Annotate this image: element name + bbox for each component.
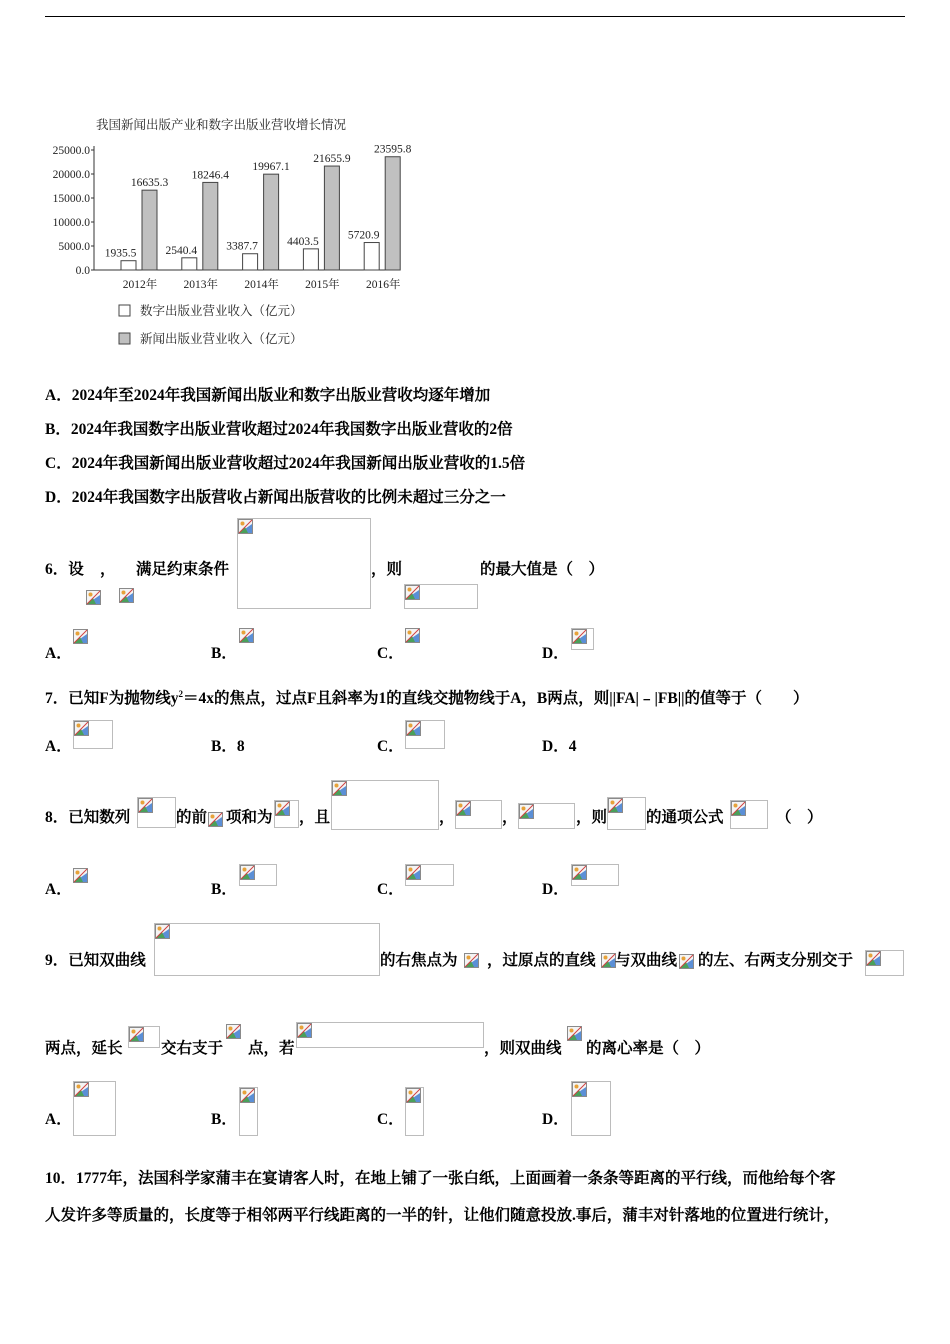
q8-option-c-label: C． <box>377 881 404 898</box>
broken-image-icon <box>456 801 471 816</box>
q8-option-b-label: B． <box>211 881 237 898</box>
header-rule <box>45 16 905 17</box>
x-tick-label: 2014年 <box>244 279 279 291</box>
y-tick-label: 0.0 <box>75 265 90 277</box>
broken-image-icon <box>73 629 88 644</box>
q5-option-a: A．2024年至2024年我国新闻出版业和数字出版业营收均逐年增加 <box>45 387 491 404</box>
q8-option-a-image <box>73 868 91 888</box>
q6-option-b-image <box>239 628 254 650</box>
q9-focus-image <box>464 953 486 975</box>
y-tick-label: 5000.0 <box>58 241 90 253</box>
broken-image-icon <box>572 629 587 644</box>
q8-text-2: 的前 <box>176 809 208 826</box>
data-label-digital: 1935.5 <box>104 247 137 260</box>
broken-image-icon <box>406 865 421 880</box>
q9-option-c-label: C． <box>377 1111 404 1128</box>
broken-image-icon <box>601 953 616 968</box>
broken-image-icon <box>405 585 420 600</box>
q8-sn-image <box>274 800 299 828</box>
q9-text-4: 与双曲线 <box>615 952 678 969</box>
q7-option-b: B．8 <box>211 738 245 755</box>
q9-point-image <box>226 1024 248 1046</box>
broken-image-icon <box>731 801 746 816</box>
data-label-digital: 3387.7 <box>226 240 258 253</box>
q8-sequence-image <box>137 797 176 828</box>
q9-option-b-label: B． <box>211 1111 237 1128</box>
bar-news <box>385 157 400 270</box>
y-tick-label: 20000.0 <box>52 169 90 181</box>
q8-option-d-label: D． <box>542 881 569 898</box>
broken-image-icon <box>208 812 223 827</box>
q8-formula-image <box>730 800 768 829</box>
data-label-news: 16635.3 <box>130 177 169 190</box>
q9-curve-image <box>679 954 698 976</box>
broken-image-icon <box>240 1088 255 1103</box>
broken-image-icon <box>464 953 479 968</box>
broken-image-icon <box>86 590 101 605</box>
q9-text-3: ，过原点的直线 <box>487 952 596 969</box>
q8-text-4: ，且 <box>299 809 331 826</box>
broken-image-icon <box>406 721 421 736</box>
legend-swatch <box>119 333 130 344</box>
q9-text-5: 的左、右两支分别交于 <box>698 952 854 969</box>
q8-comma-2: ， <box>502 809 518 826</box>
q9-text-6: 两点，延长 <box>45 1040 123 1057</box>
broken-image-icon <box>332 781 347 796</box>
q6-constraint-image <box>237 518 371 609</box>
bar-digital <box>364 243 379 270</box>
q6-num: 6．设 <box>45 561 84 578</box>
broken-image-icon <box>572 865 587 880</box>
q8-option-a-label: A． <box>45 881 72 898</box>
broken-image-icon <box>74 721 89 736</box>
q5-option-b: B．2024年我国数字出版业营收超过2024年我国数字出版业营收的2倍 <box>45 421 513 438</box>
q8-n-image <box>208 812 226 830</box>
broken-image-icon <box>129 1027 144 1042</box>
q6-var-x-image <box>86 590 103 609</box>
data-label-news: 19967.1 <box>252 161 290 174</box>
bar-digital <box>182 258 197 270</box>
data-label-news: 18246.4 <box>191 169 229 182</box>
q8-text-6: 的通项公式 <box>646 809 724 826</box>
data-label-news: 21655.9 <box>313 153 351 166</box>
q9-option-c-image <box>405 1087 424 1136</box>
bar-news <box>324 166 339 270</box>
bar-digital <box>303 249 318 270</box>
broken-image-icon <box>406 1088 421 1103</box>
legend-label: 数字出版业营业收入（亿元） <box>140 304 303 318</box>
q9-text-7: 交右支于 <box>161 1040 224 1057</box>
broken-image-icon <box>239 628 254 643</box>
q8-a2-image <box>518 803 575 829</box>
data-label-news: 23595.8 <box>374 143 412 156</box>
broken-image-icon <box>866 951 881 966</box>
q7-option-a-image <box>73 720 113 749</box>
q7-text: 7．已知F为抛物线$y^2=4x$的焦点，过点F且斜率为1的直线交抛物线于A，B两点，则||FA|﹣|FB||的值等于（ ） <box>45 688 809 707</box>
legend-label: 新闻出版业营业收入（亿元） <box>140 332 303 346</box>
q7-option-a-label: A． <box>45 738 72 755</box>
data-label-digital: 2540.4 <box>165 244 198 257</box>
x-tick-label: 2016年 <box>365 279 401 291</box>
q9-option-a-label: A． <box>45 1111 72 1128</box>
broken-image-icon <box>74 1082 89 1097</box>
q8-option-c-image <box>405 864 454 886</box>
q9-segment-image <box>128 1026 160 1048</box>
q6-option-c-label: C． <box>377 645 404 662</box>
bar-digital <box>121 261 136 270</box>
q9-option-d-label: D． <box>542 1111 569 1128</box>
bar-news <box>203 182 218 270</box>
q10-line-2: 人发许多等质量的，长度等于相邻两平行线距离的一半的针，让他们随意投放.事后，蒲丰对针落地的位置进行统计， <box>45 1207 840 1224</box>
q10-line-1: 10．1777年，法国科学家蒲丰在宴请客人时，在地上铺了一张白纸，上面画着一条条等距离的平行线，而他给每个客 <box>45 1170 836 1187</box>
q7-option-c-label: C． <box>377 738 404 755</box>
q8-text-7: （ ） <box>776 809 823 826</box>
q8-a1-image <box>455 800 502 829</box>
q8-text-1: 8．已知数列 <box>45 809 131 826</box>
y-tick-label: 25000.0 <box>52 145 90 157</box>
q9-curve-image-2 <box>567 1026 586 1048</box>
broken-image-icon <box>405 628 420 643</box>
q9-option-b-image <box>239 1087 258 1136</box>
broken-image-icon <box>226 1024 241 1039</box>
q8-comma-1: ， <box>439 809 455 826</box>
broken-image-icon <box>240 865 255 880</box>
q8-an-image <box>607 797 646 830</box>
broken-image-icon <box>572 1082 587 1097</box>
chart-title: 我国新闻出版产业和数字出版业营收增长情况 <box>96 118 347 132</box>
broken-image-icon <box>519 804 534 819</box>
q6-option-a-label: A． <box>45 645 72 662</box>
q6-then: ，则 <box>371 561 403 578</box>
q9-text-9: ，则双曲线 <box>484 1040 562 1057</box>
q8-text-5: ，则 <box>576 809 608 826</box>
broken-image-icon <box>238 519 253 534</box>
q9-condition-image <box>296 1022 484 1048</box>
q9-text-10: 的离心率是（ ） <box>586 1040 711 1057</box>
q6-end: 的最大值是（ ） <box>480 561 605 578</box>
q8-condition-image <box>331 780 439 830</box>
broken-image-icon <box>73 868 88 883</box>
legend-swatch <box>119 305 130 316</box>
y-tick-label: 10000.0 <box>52 217 90 229</box>
q6-option-b-label: B． <box>211 645 237 662</box>
q6-option-a-image <box>73 629 91 651</box>
data-label-digital: 5720.9 <box>347 229 380 242</box>
broken-image-icon <box>608 798 623 813</box>
q6-var-y-image <box>119 588 137 608</box>
q5-option-c: C．2024年我国新闻出版业营收超过2024年我国新闻出版业营收的1.5倍 <box>45 455 526 472</box>
y-tick-label: 15000.0 <box>52 193 90 205</box>
q9-text-8: 点，若 <box>248 1040 295 1057</box>
q9-option-a-image <box>73 1081 116 1136</box>
q9-line-image <box>601 953 615 973</box>
broken-image-icon <box>119 588 134 603</box>
q9-hyperbola-image <box>154 923 380 976</box>
q6-condition-text: 满足约束条件 <box>136 561 230 578</box>
q9-text-2: 的右焦点为 <box>380 952 458 969</box>
q7-option-d: D．4 <box>542 738 577 755</box>
q8-option-b-image <box>239 864 277 886</box>
q6-option-d-image <box>571 628 594 650</box>
q6-expression-image <box>404 584 478 609</box>
broken-image-icon <box>679 954 694 969</box>
x-tick-label: 2013年 <box>183 279 219 291</box>
q9-points-image <box>865 950 904 976</box>
bar-chart <box>42 112 422 362</box>
q9-text-1: 9．已知双曲线 <box>45 952 146 969</box>
bar-digital <box>243 254 258 270</box>
broken-image-icon <box>138 798 153 813</box>
broken-image-icon <box>297 1023 312 1038</box>
q6-option-c-image <box>405 628 421 650</box>
x-tick-label: 2015年 <box>305 279 340 291</box>
broken-image-icon <box>567 1026 582 1041</box>
bar-news <box>142 190 157 270</box>
broken-image-icon <box>155 924 170 939</box>
q5-option-d: D．2024年我国数字出版营收占新闻出版营收的比例未超过三分之一 <box>45 489 506 506</box>
bar-news <box>264 174 279 270</box>
data-label-digital: 4403.5 <box>287 235 319 248</box>
q6-comma: ， <box>100 561 116 578</box>
q8-text-3: 项和为 <box>226 809 273 826</box>
x-tick-label: 2012年 <box>122 279 158 291</box>
q7-option-c-image <box>405 720 445 749</box>
q8-option-d-image <box>571 864 619 886</box>
broken-image-icon <box>275 801 290 816</box>
q6-option-d-label: D． <box>542 645 569 662</box>
q9-option-d-image <box>571 1081 611 1136</box>
